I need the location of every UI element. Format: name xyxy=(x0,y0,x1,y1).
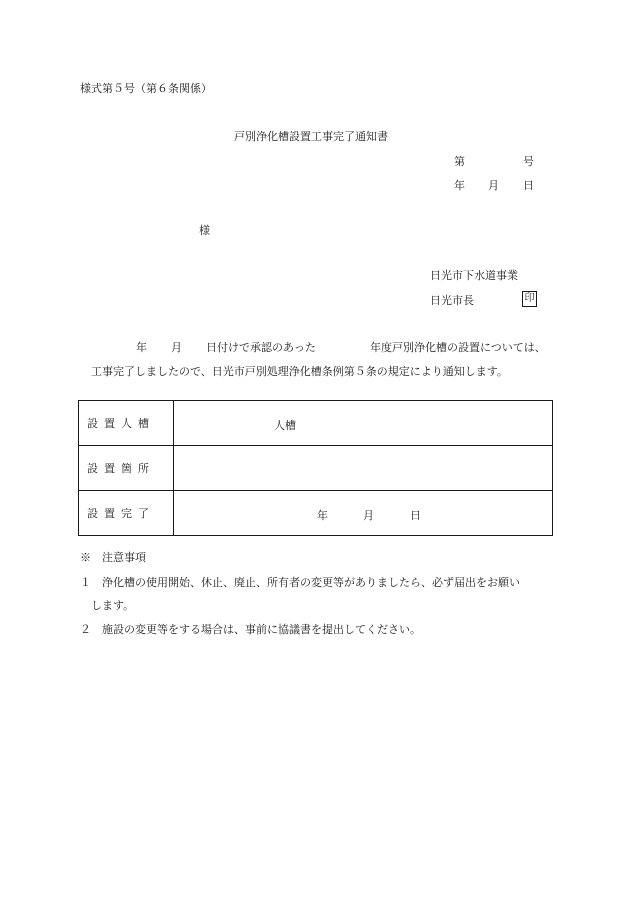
notes-heading: ※ 注意事項 xyxy=(80,551,146,564)
label-capacity: 設置人槽 xyxy=(79,401,174,446)
document-title: 戸別浄化槽設置工事完了通知書 xyxy=(234,130,388,143)
note-item-2: ２ 施設の変更等をする場合は、事前に協議書を提出してください。 xyxy=(80,623,421,636)
body-year: 年 xyxy=(136,341,147,354)
body-date-suffix: 日付けで承認のあった xyxy=(206,341,316,354)
date-month: 月 xyxy=(488,179,499,192)
sender-mayor: 日光市長 xyxy=(430,294,474,307)
body-month: 月 xyxy=(171,341,182,354)
sender-organization: 日光市下水道事業 xyxy=(430,269,518,282)
body-fiscal-year: 年度戸別浄化槽の設置については、 xyxy=(370,341,546,354)
date-year: 年 xyxy=(454,179,465,192)
number-suffix: 号 xyxy=(523,155,534,168)
label-completion: 設置完了 xyxy=(79,491,174,536)
value-location[interactable] xyxy=(174,446,553,491)
table-row xyxy=(79,446,553,491)
form-number: 様式第５号（第６条関係） xyxy=(80,82,212,95)
date-day: 日 xyxy=(523,179,534,192)
capacity-unit: 人槽 xyxy=(274,419,296,432)
note-item-1: １ 浄化槽の使用開始、休止、廃止、所有者の変更等がありましたら、必ず届出をお願い xyxy=(80,576,520,589)
body-line-2: 工事完了しましたので、日光市戸別処理浄化槽条例第５条の規定により通知します。 xyxy=(91,365,508,378)
table-row xyxy=(79,401,553,446)
note-item-1-continued: します。 xyxy=(91,599,135,612)
completion-month: 月 xyxy=(363,509,374,522)
seal-stamp: 印 xyxy=(522,291,537,307)
value-capacity[interactable] xyxy=(174,401,553,446)
completion-day: 日 xyxy=(410,509,421,522)
table-row xyxy=(79,491,553,536)
info-table xyxy=(78,400,553,536)
addressee-honorific: 様 xyxy=(199,224,210,237)
completion-year: 年 xyxy=(317,509,328,522)
label-location: 設置箇所 xyxy=(79,446,174,491)
value-completion[interactable] xyxy=(174,491,553,536)
number-prefix: 第 xyxy=(454,155,465,168)
